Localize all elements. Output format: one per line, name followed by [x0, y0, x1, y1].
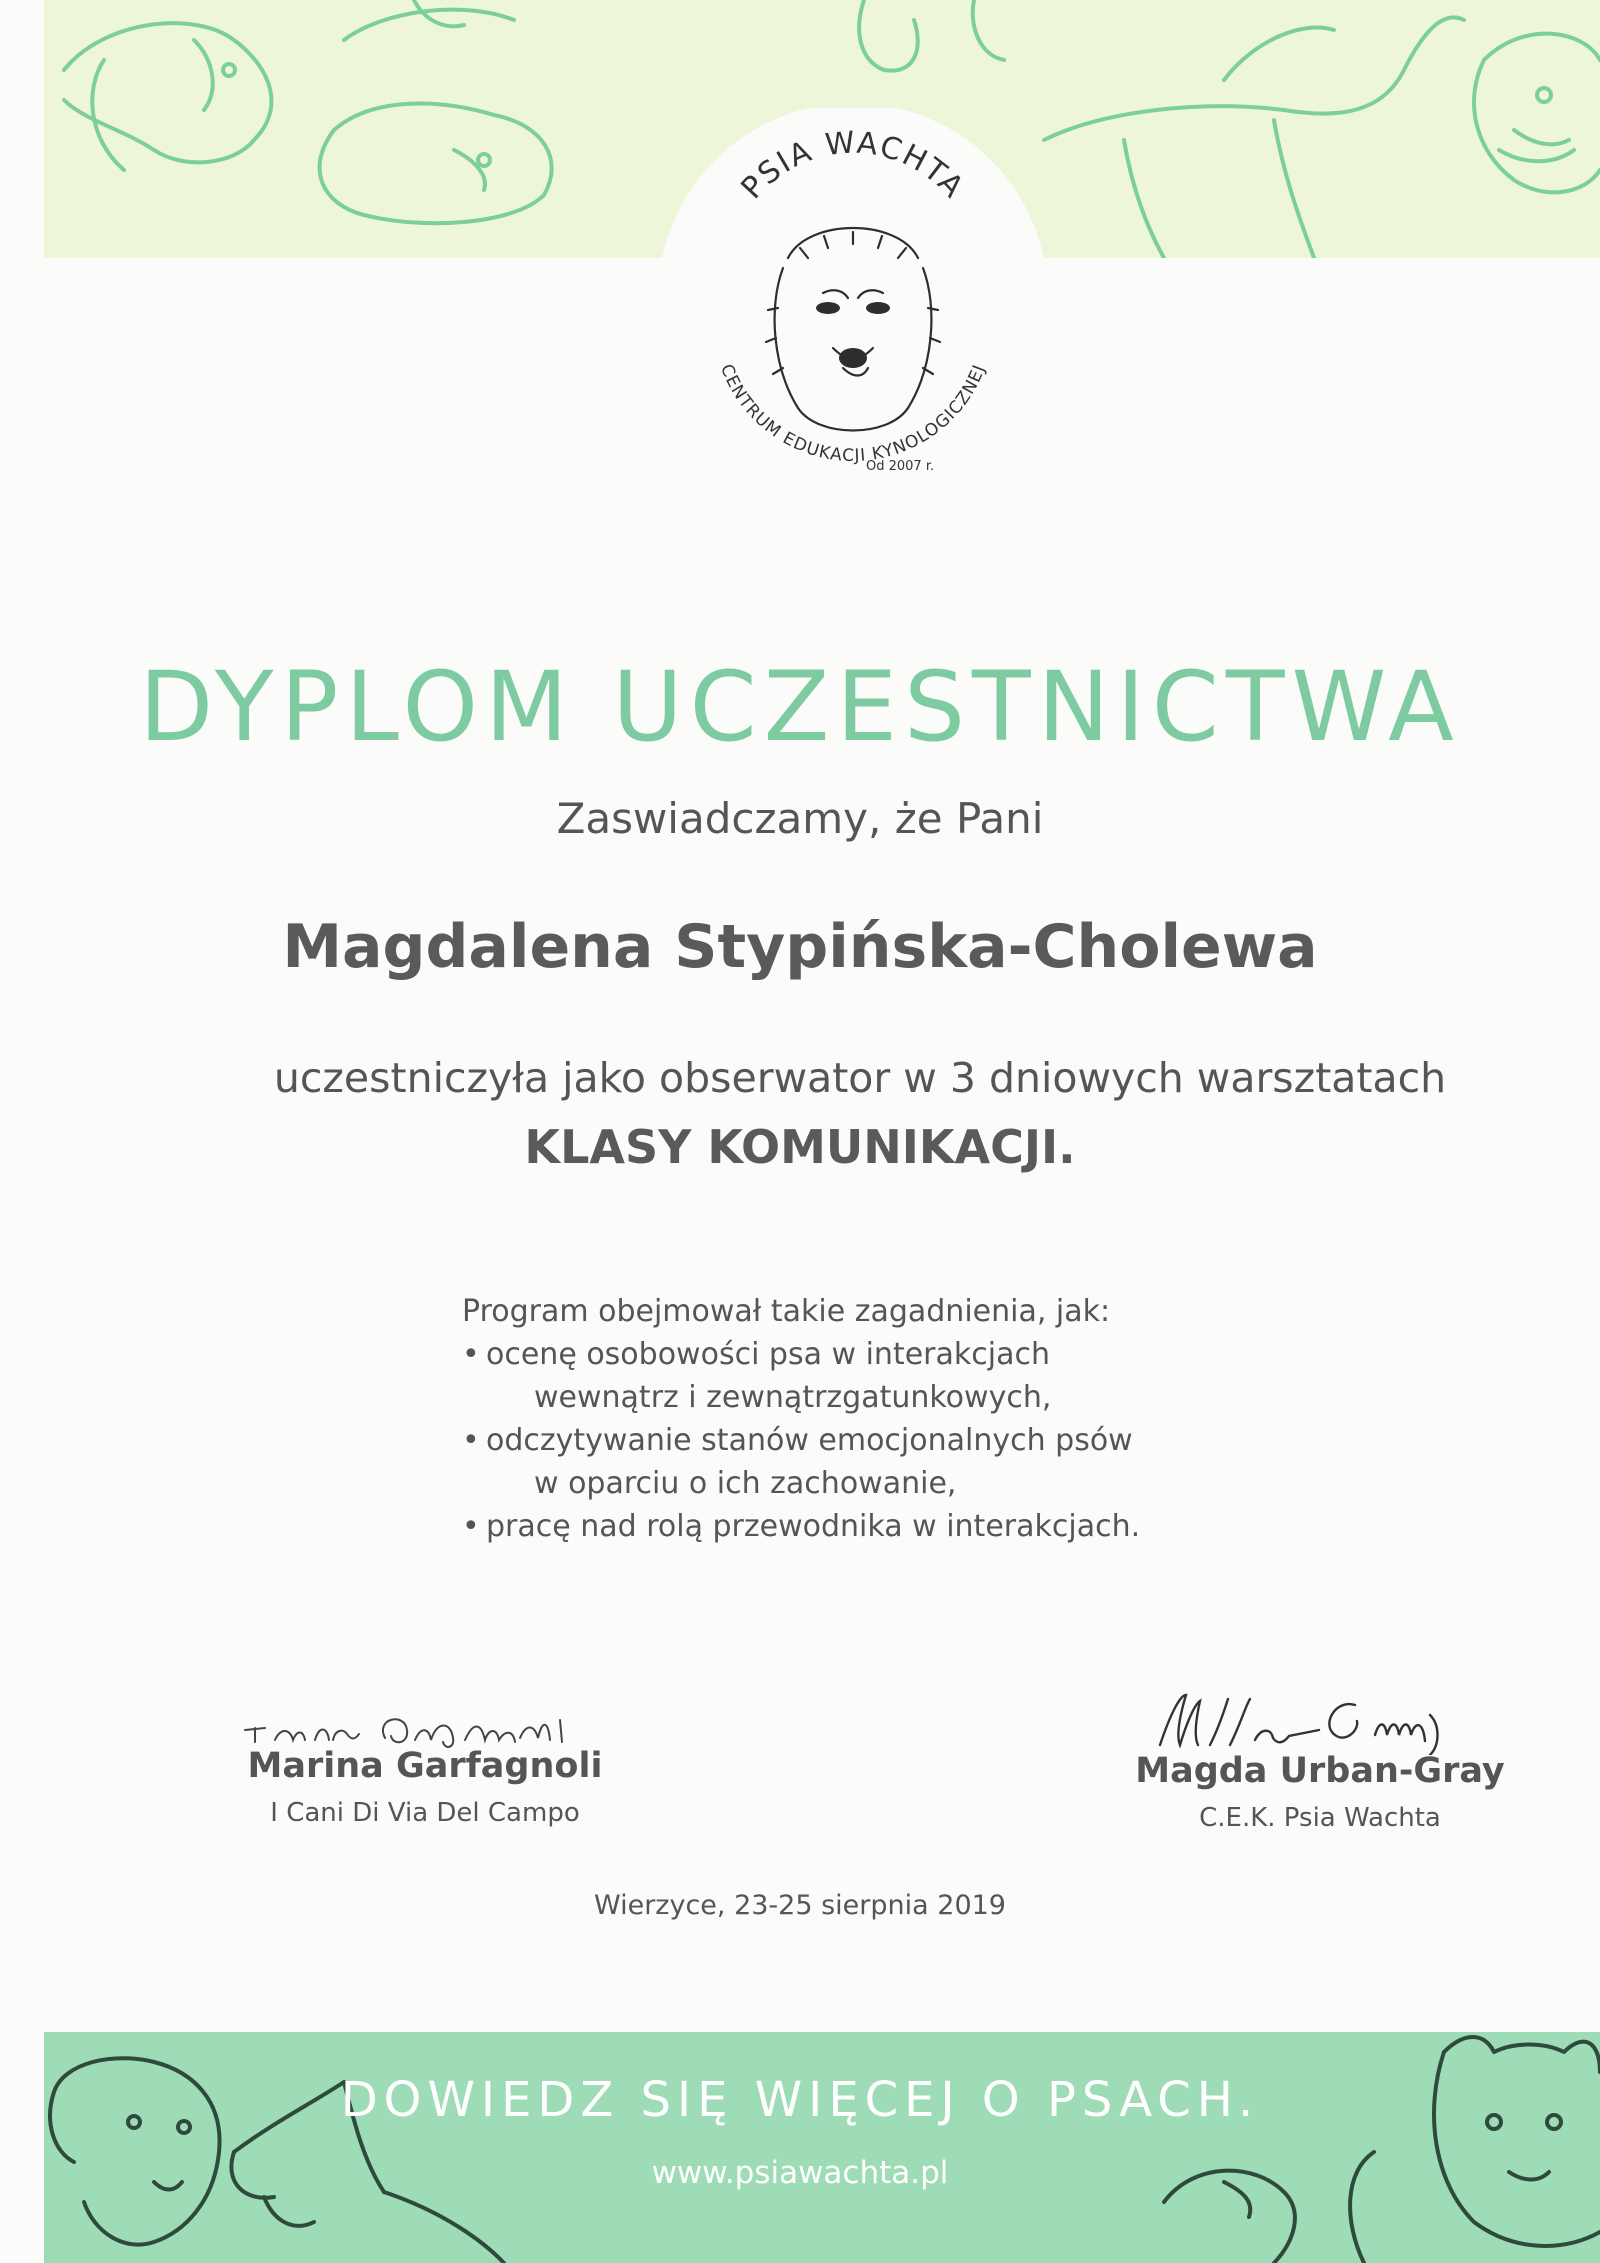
program-section	[462, 1290, 1140, 1548]
dog-illustrations-bottom	[44, 2032, 1600, 2263]
svg-text:Od 2007 r.: Od 2007 r.	[866, 459, 935, 474]
signatory-name: Magda Urban-Gray	[1135, 1751, 1505, 1791]
intro-text: Zaswiadczamy, że Pani	[556, 794, 1044, 843]
bottom-decorative-band	[44, 2032, 1600, 2263]
bullet-icon: •	[462, 1337, 480, 1372]
svg-text:PSIA WACHTA: PSIA WACHTA	[734, 125, 972, 206]
program-item-line: ocenę osobowości psa w interakcjach	[486, 1337, 1050, 1372]
recipient-name: Magdalena Stypińska-Cholewa	[282, 912, 1318, 982]
place-and-date: Wierzyce, 23-25 sierpnia 2019	[593, 1890, 1006, 1921]
program-item	[462, 1505, 1140, 1548]
workshop-name: KLASY KOMUNIKACJI.	[524, 1120, 1076, 1174]
bullet-icon: •	[462, 1509, 480, 1544]
signatory-name: Marina Garfagnoli	[247, 1746, 603, 1786]
program-item-line: wewnątrz i zewnątrzgatunkowych,	[534, 1380, 1052, 1415]
bullet-icon: •	[462, 1423, 480, 1458]
program-item	[462, 1419, 1140, 1505]
program-heading: Program obejmował takie zagadnienia, jak:	[462, 1294, 1111, 1329]
program-item-line: odczytywanie stanów emocjonalnych psów	[486, 1423, 1133, 1458]
program-item-line: w oparciu o ich zachowanie,	[534, 1466, 957, 1501]
handwritten-signature-right	[1130, 1685, 1510, 1755]
program-item-line: pracę nad rolą przewodnika w interakcjach.	[486, 1509, 1141, 1544]
svg-text:CENTRUM EDUKACJI KYNOLOGICZNEJ: CENTRUM EDUKACJI KYNOLOGICZNEJ	[716, 361, 990, 467]
signature-right	[1110, 1685, 1530, 1833]
signatory-organization: C.E.K. Psia Wachta	[1199, 1803, 1441, 1833]
program-item	[462, 1333, 1140, 1419]
signature-left	[200, 1700, 650, 1828]
footer-slogan: DOWIEDZ SIĘ WIĘCEJ O PSACH.	[340, 2072, 1260, 2128]
signatory-organization: I Cani Di Via Del Campo	[270, 1798, 580, 1828]
participation-text: uczestniczyła jako obserwator w 3 dniowych warsztatach	[273, 1054, 1447, 1102]
psia-wachta-logo	[658, 108, 1048, 548]
diploma-title: DYPLOM UCZESTNICTWA	[139, 651, 1461, 764]
footer-website-link[interactable]: www.psiawachta.pl	[651, 2155, 949, 2191]
handwritten-signature-left	[215, 1700, 635, 1750]
